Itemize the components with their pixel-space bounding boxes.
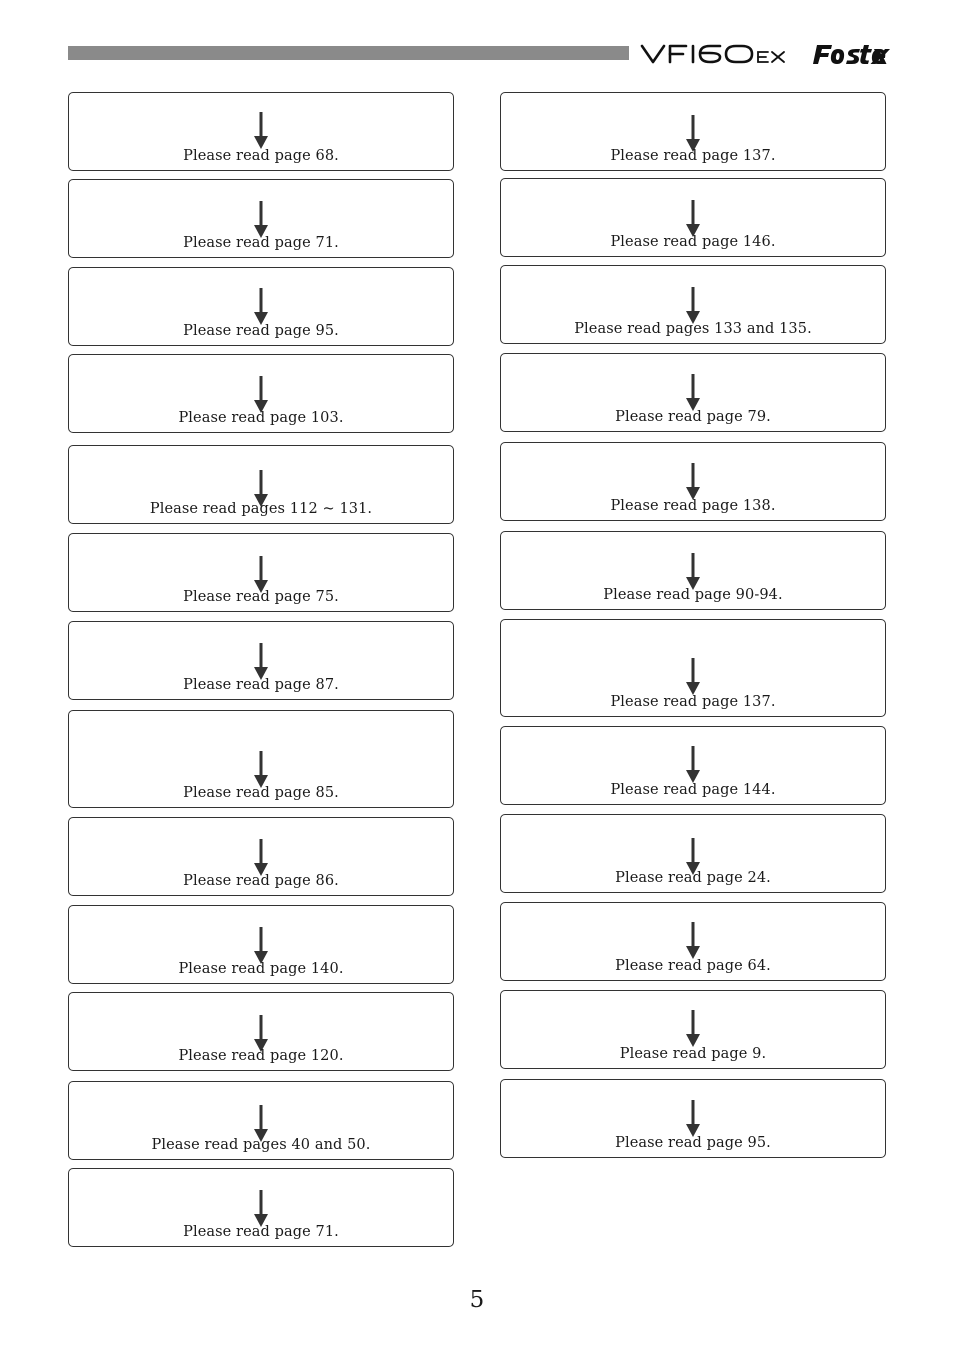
reference-box	[68, 267, 454, 346]
arrow-down-icon	[254, 112, 268, 150]
reference-box	[68, 905, 454, 984]
header-rule	[68, 46, 629, 60]
box-text: Please read page 9.	[619, 1046, 767, 1062]
box-text: Please read page 103.	[178, 410, 344, 426]
box-text: Please read page 95.	[183, 323, 339, 339]
reference-box	[68, 92, 454, 171]
arrow-down-icon	[254, 927, 268, 965]
box-text: Please read page 64.	[615, 958, 771, 974]
box-text: Please read pages 112 ~ 131.	[149, 501, 373, 517]
box-text: Please read page 138.	[610, 498, 776, 514]
box-text: Please read page 75.	[183, 589, 339, 605]
box-text: Please read page 71.	[183, 235, 339, 251]
box-text: Please read page 144.	[610, 782, 776, 798]
box-text: Please read page 71.	[183, 1224, 339, 1240]
box-text: Please read pages 133 and 135.	[574, 321, 812, 337]
reference-box	[68, 621, 454, 700]
arrow-down-icon	[686, 658, 700, 696]
arrow-down-icon	[254, 376, 268, 414]
arrow-down-icon	[254, 288, 268, 326]
reference-box	[68, 710, 454, 808]
box-text: Please read page 146.	[610, 234, 776, 250]
reference-box	[500, 531, 886, 610]
arrow-down-icon	[686, 287, 700, 325]
box-text: Please read page 95.	[615, 1135, 771, 1151]
box-text: Please read page 79.	[615, 409, 771, 425]
fostex-logo-icon	[640, 38, 890, 70]
box-text: Please read page 137.	[610, 694, 776, 710]
reference-box	[68, 817, 454, 896]
arrow-down-icon	[686, 374, 700, 412]
reference-box	[68, 533, 454, 612]
reference-box	[500, 1079, 886, 1158]
arrow-down-icon	[686, 922, 700, 960]
box-text: Please read page 120.	[178, 1048, 344, 1064]
box-text: Please read page 24.	[615, 870, 771, 886]
arrow-down-icon	[686, 200, 700, 238]
reference-box	[68, 1168, 454, 1247]
arrow-down-icon	[254, 839, 268, 877]
reference-box	[500, 265, 886, 344]
arrow-down-icon	[686, 553, 700, 591]
reference-box	[68, 1081, 454, 1160]
box-text: Please read page 86.	[183, 873, 339, 889]
reference-box	[500, 990, 886, 1069]
arrow-down-icon	[254, 751, 268, 789]
reference-box	[500, 902, 886, 981]
arrow-down-icon	[686, 463, 700, 501]
reference-box	[68, 992, 454, 1071]
arrow-down-icon	[686, 1010, 700, 1048]
reference-box	[68, 445, 454, 524]
arrow-down-icon	[686, 1100, 700, 1138]
box-text: Please read page 85.	[183, 785, 339, 801]
reference-box	[500, 92, 886, 171]
box-text: Please read page 90-94.	[603, 587, 783, 603]
reference-box	[500, 442, 886, 521]
page-number: 5	[469, 1287, 485, 1313]
reference-box	[500, 178, 886, 257]
reference-box	[500, 619, 886, 717]
arrow-down-icon	[686, 746, 700, 784]
arrow-down-icon	[254, 1190, 268, 1228]
arrow-down-icon	[254, 643, 268, 681]
reference-box	[68, 354, 454, 433]
reference-box	[500, 814, 886, 893]
box-text: Please read page 68.	[183, 148, 339, 164]
reference-box	[500, 353, 886, 432]
box-text: Please read pages 40 and 50.	[151, 1137, 371, 1153]
box-text: Please read page 140.	[178, 961, 344, 977]
reference-box	[68, 179, 454, 258]
box-text: Please read page 137.	[610, 148, 776, 164]
box-text: Please read page 87.	[183, 677, 339, 693]
reference-box	[500, 726, 886, 805]
arrow-down-icon	[254, 201, 268, 239]
